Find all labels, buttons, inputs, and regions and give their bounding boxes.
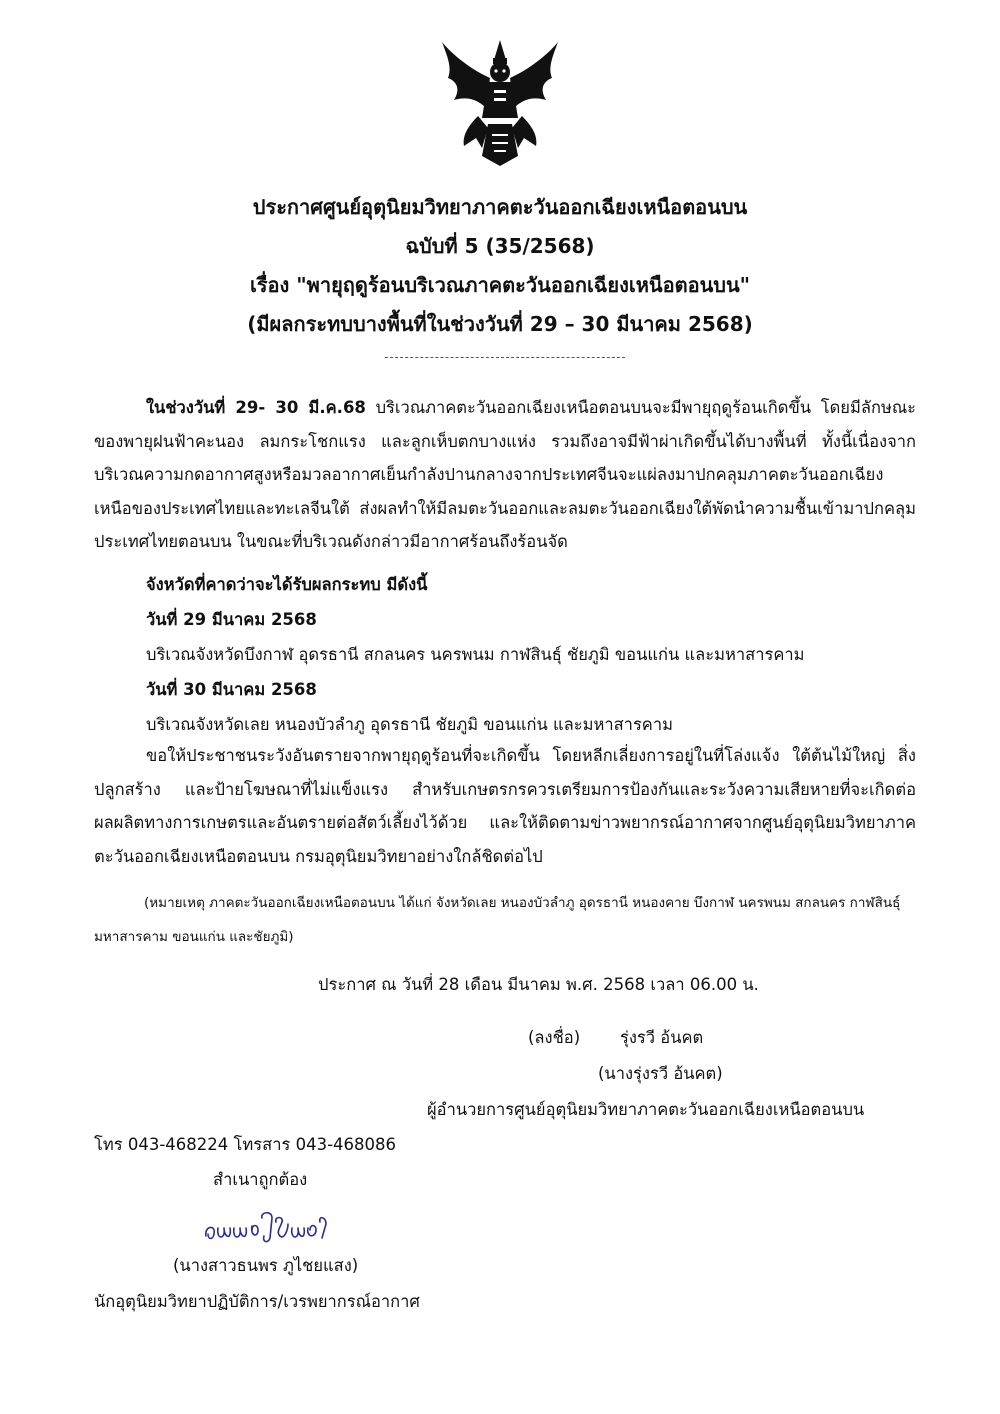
contact-phone-fax: โทร 043-468224 โทรสาร 043-468086 [94, 1135, 397, 1154]
day1-heading: วันที่ 29 มีนาคม 2568 [146, 610, 317, 629]
signer-full-name: (นางรุ่งรวี อ้นคต) [598, 1064, 723, 1083]
garuda-emblem-icon [438, 38, 562, 168]
intro-date: ในช่วงวันที่ 29- 30 มี.ค.68 [146, 398, 366, 417]
signed-label: (ลงชื่อ) [528, 1028, 581, 1047]
heading-line-2: ฉบับที่ 5 (35/2568) [405, 234, 595, 258]
day1-provinces: บริเวณจังหวัดบึงกาฬ อุดรธานี สกลนคร นครพนม กาฬสินธุ์ ชัยภูมิ ขอนแก่น และมหาสารคาม [146, 645, 805, 664]
provinces-heading: จังหวัดที่คาดว่าจะได้รับผลกระทบ มีดังนี้ [146, 575, 428, 594]
heading-line-3: เรื่อง "พายุฤดูร้อนบริเวณภาคตะวันออกเฉียงเหนือตอนบน" [249, 273, 751, 297]
divider [385, 357, 625, 358]
heading-line-1: ประกาศศูนย์อุตุนิยมวิทยาภาคตะวันออกเฉียงเหนือตอนบน [252, 195, 748, 219]
note: (หมายเหตุ ภาคตะวันออกเฉียงเหนือตอนบน ได้แก่ จังหวัดเลย หนองบัวลำภู อุดรธานี หนองคาย บึงกาฬ นครพนม สกลนคร กาฬสินธุ์ มหาสารคาม ขอนแก่น และชัยภูมิ) [94, 895, 901, 945]
signer-position: ผู้อำนวยการศูนย์อุตุนิยมวิทยาภาคตะวันออกเฉียงเหนือตอนบน [427, 1100, 865, 1119]
intro-text: บริเวณภาคตะวันออกเฉียงเหนือตอนบนจะมีพายุฤดูร้อนเกิดขึ้น โดยมีลักษณะของพายุฝนฟ้าคะนอง ลมกระโชกแรง และลูกเห็บตกบางแห่ง รวมถึงอาจมีฟ้าผ่าเกิดขึ้นได้บางพื้นที่ ทั้งนี้เนื่องจากบริเวณความกดอากาศสูงหรือมวลอากาศเย็นกำลังปานกลางจากประเทศจีนจะแผ่ลงมาปกคลุมภาคตะวันออกเฉียงเหนือของประเทศไทยและทะเลจีนใต้ ส่งผลทำให้มีลมตะวันออกและลมตะวันออกเฉียงใต้พัดนำความชื้นเข้ามาปกคลุมประเทศไทยตอนบน ในขณะที่บริเวณดังกล่าวมีอากาศร้อนถึงร้อนจัด [94, 398, 916, 551]
certified-copy-label: สำเนาถูกต้อง [213, 1170, 308, 1189]
copy-certifier-name: (นางสาวธนพร ภูไชยแสง) [173, 1256, 359, 1275]
announcement-date: ประกาศ ณ วันที่ 28 เดือน มีนาคม พ.ศ. 2568 เวลา 06.00 น. [318, 975, 759, 994]
intro-paragraph [94, 391, 916, 559]
copy-certifier-position: นักอุตุนิยมวิทยาปฏิบัติการ/เวรพยากรณ์อากาศ [94, 1292, 420, 1311]
day2-heading: วันที่ 30 มีนาคม 2568 [146, 680, 317, 699]
advice-paragraph: ขอให้ประชาชนระวังอันตรายจากพายุฤดูร้อนที่จะเกิดขึ้น โดยหลีกเลี่ยงการอยู่ในที่โล่งแจ้ง ใต้ต้นไม้ใหญ่ สิ่งปลูกสร้าง และป้ายโฆษณาที่ไม่แข็งแรง สำหรับเกษตรกรควรเตรียมการป้องกันและระวังความเสียหายที่จะเกิดต่อผลผลิตทางการเกษตรและอันตรายต่อสัตว์เลี้ยงไว้ด้วย และให้ติดตามข่าวพยากรณ์อากาศจากศูนย์อุตุนิยมวิทยาภาคตะวันออกเฉียงเหนือตอนบน กรมอุตุนิยมวิทยาอย่างใกล้ชิดต่อไป [94, 746, 916, 866]
signed-name: รุ่งรวี อ้นคต [620, 1028, 704, 1047]
heading-line-4: (มีผลกระทบบางพื้นที่ในช่วงวันที่ 29 – 30 มีนาคม 2568) [247, 312, 753, 336]
handwritten-signature [200, 1210, 330, 1246]
day2-provinces: บริเวณจังหวัดเลย หนองบัวลำภู อุดรธานี ชัยภูมิ ขอนแก่น และมหาสารคาม [146, 715, 673, 734]
